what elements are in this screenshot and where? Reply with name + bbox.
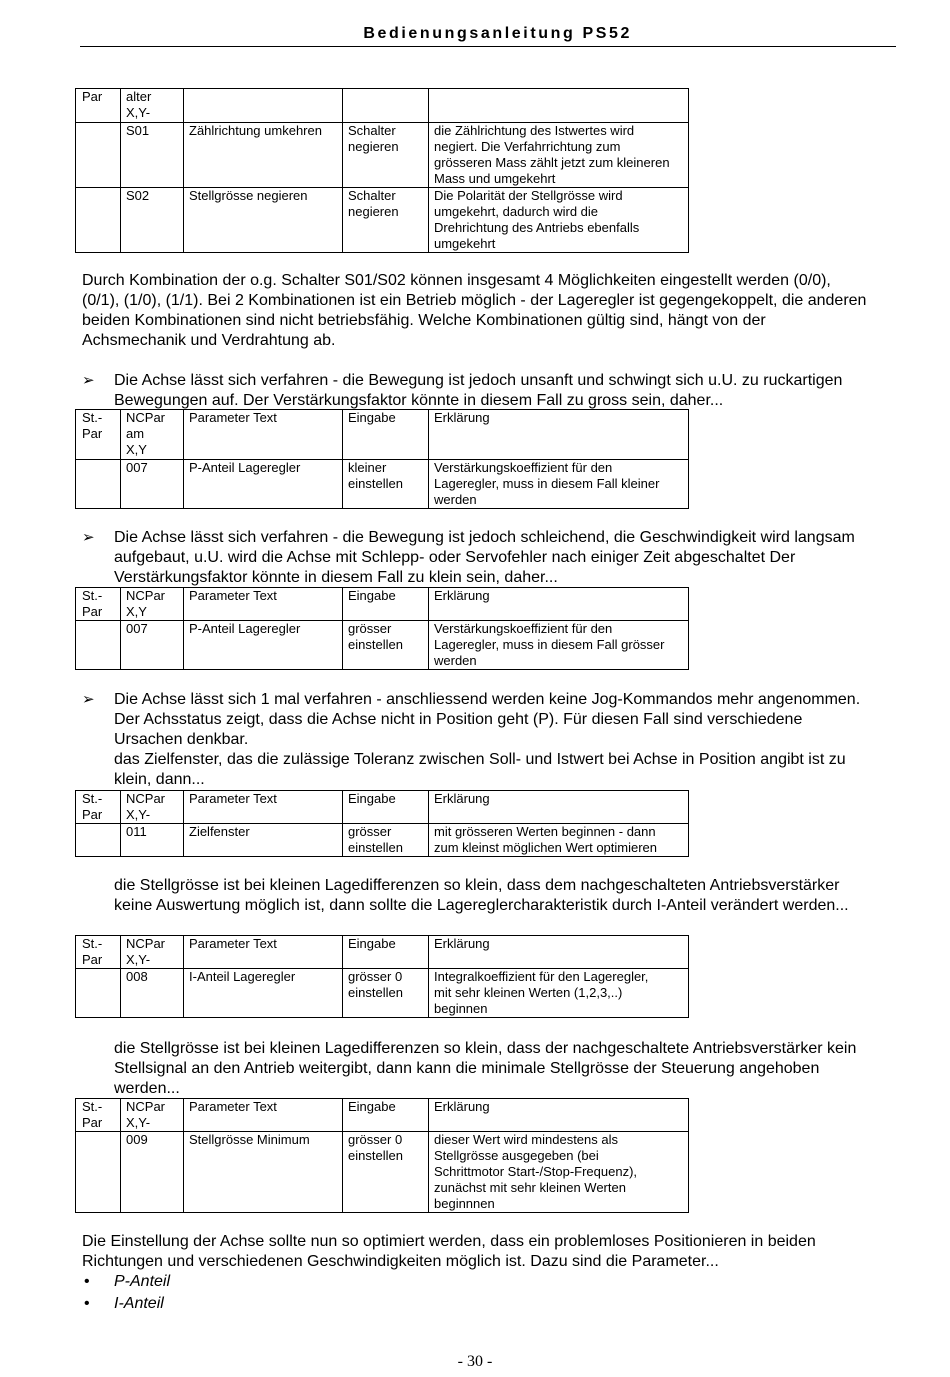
indented-paragraph: die Stellgrösse ist bei kleinen Lagedifferenzen so klein, dass der nachgeschaltete Antriebsverstärker kein Stellsignal an den Antrieb weitergibt, dann kann die minimale Stellgrösse der Steuerung angehoben werden... bbox=[114, 1040, 857, 1097]
table-cell: alter X,Y- bbox=[121, 89, 184, 123]
indented-paragraph: die Stellgrösse ist bei kleinen Lagedifferenzen so klein, dass dem nachgeschalteten Antriebsverstärker keine Auswertung möglich ist, dann sollte die Lagereglercharakteristik durch I-Anteil verändert werden... bbox=[114, 877, 849, 914]
table-cell: NCPar am X,Y bbox=[121, 410, 184, 460]
table-cell: Erklärung bbox=[429, 410, 689, 460]
table-cell: NCPar X,Y- bbox=[121, 791, 184, 824]
table-cell: grösser einstellen bbox=[343, 621, 429, 670]
table-cell: die Zählrichtung des Istwertes wird negiert. Die Verfahrrichtung zum grösseren Mass zählt jetzt zum kleineren Mass und umgekehrt bbox=[429, 123, 689, 188]
table-cell: Die Polarität der Stellgrösse wird umgekehrt, dadurch wird die Drehrichtung des Antriebs ebenfalls umgekehrt bbox=[429, 188, 689, 253]
table-row bbox=[76, 1132, 689, 1213]
dot-bullet-icon: • bbox=[84, 1295, 90, 1312]
table-cell: grösser 0 einstellen bbox=[343, 969, 429, 1018]
table-row bbox=[76, 123, 689, 188]
table-cell: Parameter Text bbox=[184, 410, 343, 460]
parameter-table-switches bbox=[75, 88, 689, 253]
table-cell bbox=[76, 824, 121, 857]
table-row bbox=[76, 969, 689, 1018]
table-cell bbox=[343, 89, 429, 123]
table-cell: Erklärung bbox=[429, 588, 689, 621]
table-cell: grösser einstellen bbox=[343, 824, 429, 857]
table-cell: Zählrichtung umkehren bbox=[184, 123, 343, 188]
table-cell: Erklärung bbox=[429, 1099, 689, 1132]
table-cell: 007 bbox=[121, 460, 184, 509]
table-cell: mit grösseren Werten beginnen - dann zum kleinst möglichen Wert optimieren bbox=[429, 824, 689, 857]
parameter-table bbox=[75, 935, 689, 1018]
arrow-bullet-icon: ➢ bbox=[82, 372, 95, 389]
table-cell: Parameter Text bbox=[184, 936, 343, 969]
table-cell: Erklärung bbox=[429, 936, 689, 969]
table-cell: NCPar X,Y- bbox=[121, 936, 184, 969]
table-cell: P-Anteil Lageregler bbox=[184, 460, 343, 509]
parameter-table bbox=[75, 409, 689, 509]
table-cell: Erklärung bbox=[429, 791, 689, 824]
table-cell: Eingabe bbox=[343, 791, 429, 824]
table-cell: P-Anteil Lageregler bbox=[184, 621, 343, 670]
bullet-text-continuation: das Zielfenster, das die zulässige Toleranz zwischen Soll- und Istwert bei Achse in Position angibt ist zu klein, dann... bbox=[114, 751, 846, 788]
dot-bullet-icon: • bbox=[84, 1273, 90, 1290]
table-row bbox=[76, 188, 689, 253]
paragraph-switch-combinations: Durch Kombination der o.g. Schalter S01/S02 können insgesamt 4 Möglichkeiten eingestellt werden (0/0), (0/1), (1/0), (1/1). Bei 2 Kombinationen ist ein Betrieb möglich - der Lageregler ist gegengekoppelt, die anderen beiden Kombinationen sind nicht betriebsfähig. Welche Kombinationen gültig sind, hängt von der Achsmechanik und Verdrahtung ab. bbox=[82, 272, 867, 349]
table-cell: kleiner einstellen bbox=[343, 460, 429, 509]
table-cell: I-Anteil Lageregler bbox=[184, 969, 343, 1018]
paragraph-optimization: Die Einstellung der Achse sollte nun so optimiert werden, dass ein problemloses Positionieren in beiden Richtungen und verschiedenen Geschwindigkeiten möglich ist. Dazu sind die Parameter... bbox=[82, 1233, 816, 1270]
list-item: P-Anteil bbox=[114, 1273, 171, 1290]
table-cell: Eingabe bbox=[343, 936, 429, 969]
table-row bbox=[76, 460, 689, 509]
table-cell: NCPar X,Y bbox=[121, 588, 184, 621]
table-cell: Eingabe bbox=[343, 1099, 429, 1132]
table-header-row bbox=[76, 588, 689, 621]
page-number: - 30 - bbox=[457, 1353, 493, 1370]
table-cell: Stellgrösse negieren bbox=[184, 188, 343, 253]
table-cell: Eingabe bbox=[343, 410, 429, 460]
bullet-text: Die Achse lässt sich 1 mal verfahren - anschliessend werden keine Jog-Kommandos mehr angenommen. Der Achsstatus zeigt, dass die Achse nicht in Position geht (P). Für diesen Fall sind verschiedene Ursachen denkbar. bbox=[114, 691, 861, 748]
table-cell bbox=[76, 1132, 121, 1213]
table-cell: 011 bbox=[121, 824, 184, 857]
table-cell: grösser 0 einstellen bbox=[343, 1132, 429, 1213]
table-header-row bbox=[76, 791, 689, 824]
table-cell: Integralkoeffizient für den Lageregler, mit sehr kleinen Werten (1,2,3,..) beginnen bbox=[429, 969, 689, 1018]
table-cell: dieser Wert wird mindestens als Stellgrösse ausgegeben (bei Schrittmotor Start-/Stop-Frequenz), zunächst mit sehr kleinen Werten beginnnen bbox=[429, 1132, 689, 1213]
table-cell: S02 bbox=[121, 188, 184, 253]
table-cell bbox=[429, 89, 689, 123]
document-title: Bedienungsanleitung PS52 bbox=[363, 25, 632, 42]
table-cell bbox=[76, 969, 121, 1018]
table-header-row bbox=[76, 89, 689, 123]
table-row bbox=[76, 824, 689, 857]
table-cell: Stellgrösse Minimum bbox=[184, 1132, 343, 1213]
table-cell: St.- Par bbox=[76, 1099, 121, 1132]
table-cell: St.- Par bbox=[76, 936, 121, 969]
table-cell: Parameter Text bbox=[184, 1099, 343, 1132]
table-cell: St.- Par bbox=[76, 588, 121, 621]
page-header bbox=[80, 24, 896, 47]
table-cell: Schalter negieren bbox=[343, 123, 429, 188]
table-header-row bbox=[76, 410, 689, 460]
table-cell: Parameter Text bbox=[184, 588, 343, 621]
table-cell: S01 bbox=[121, 123, 184, 188]
table-header-row bbox=[76, 1099, 689, 1132]
table-cell: 007 bbox=[121, 621, 184, 670]
parameter-table bbox=[75, 790, 689, 857]
table-cell: Verstärkungskoeffizient für den Lageregler, muss in diesem Fall grösser werden bbox=[429, 621, 689, 670]
table-header-row bbox=[76, 936, 689, 969]
bullet-text: Die Achse lässt sich verfahren - die Bewegung ist jedoch schleichend, die Geschwindigkeit wird langsam aufgebaut, u.U. wird die Achse mit Schlepp- oder Servofehler nach einiger Zeit abgeschaltet Der Verstärkungsfaktor könnte in diesem Fall zu klein sein, daher... bbox=[114, 529, 855, 586]
table-cell bbox=[76, 621, 121, 670]
table-cell: Eingabe bbox=[343, 588, 429, 621]
table-cell: St.- Par bbox=[76, 791, 121, 824]
table-cell bbox=[76, 123, 121, 188]
table-cell: Par bbox=[76, 89, 121, 123]
table-cell bbox=[184, 89, 343, 123]
parameter-table bbox=[75, 587, 689, 670]
table-cell: Zielfenster bbox=[184, 824, 343, 857]
table-cell: 008 bbox=[121, 969, 184, 1018]
table-cell: Parameter Text bbox=[184, 791, 343, 824]
table-cell: 009 bbox=[121, 1132, 184, 1213]
parameter-table bbox=[75, 1098, 689, 1213]
table-cell bbox=[76, 188, 121, 253]
arrow-bullet-icon: ➢ bbox=[82, 529, 95, 546]
arrow-bullet-icon: ➢ bbox=[82, 691, 95, 708]
table-cell: NCPar X,Y- bbox=[121, 1099, 184, 1132]
table-cell: St.- Par bbox=[76, 410, 121, 460]
table-cell: Verstärkungskoeffizient für den Lageregler, muss in diesem Fall kleiner werden bbox=[429, 460, 689, 509]
bullet-text: Die Achse lässt sich verfahren - die Bewegung ist jedoch unsanft und schwingt sich u.U. zu ruckartigen Bewegungen auf. Der Verstärkungsfaktor könnte in diesem Fall zu gross sein, daher... bbox=[114, 372, 843, 409]
list-item: I-Anteil bbox=[114, 1295, 164, 1312]
table-cell bbox=[76, 460, 121, 509]
table-cell: Schalter negieren bbox=[343, 188, 429, 253]
table-row bbox=[76, 621, 689, 670]
